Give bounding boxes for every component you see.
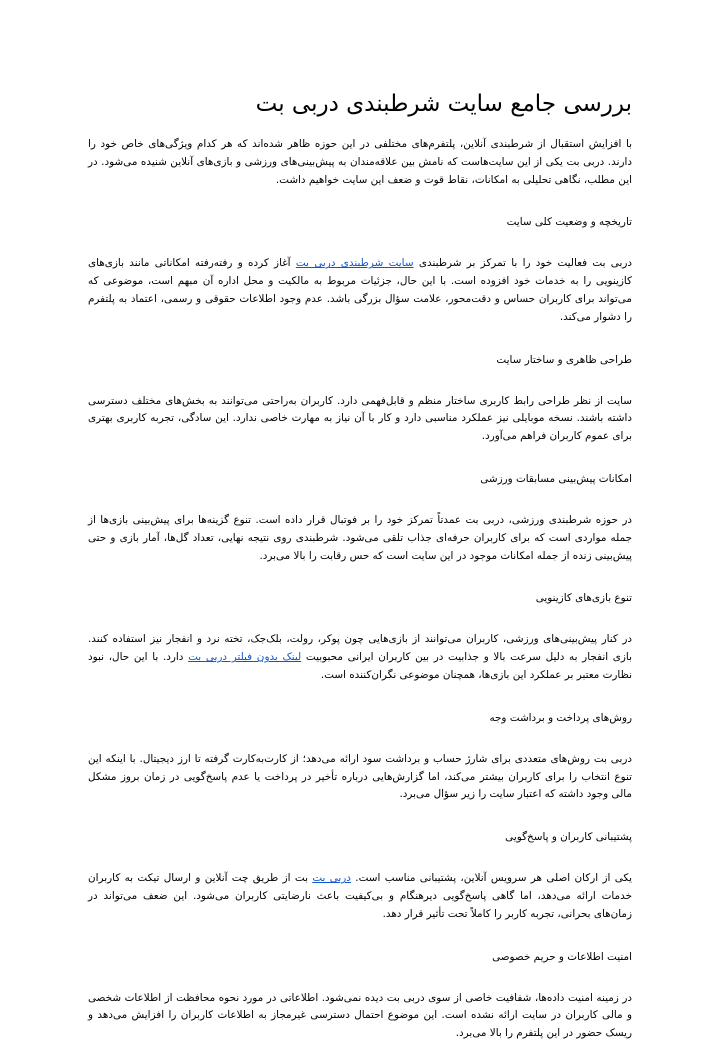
- section-body-design: سایت از نظر طراحی رابط کاربری ساختار منظم و قابل‌فهمی دارد. کاربران به‌راحتی می‌توانند به بخش‌های مختلف دسترسی داشته باشند. نسخه موبایلی نیز عملکرد مناسبی دارد و کار با آن نیاز به مهارت خاصی ندارد. این سادگی، تجربه کاربری بهتری برای عموم کاربران فراهم می‌آورد.: [88, 394, 632, 443]
- section-body-sports: در حوزه شرطبندی ورزشی، دربی بت عمدتاً تمرکز خود را بر فوتبال قرار داده است. تنوع گزینه‌ها برای پیش‌بینی بازی‌ها از جمله مواردی است که برای کاربران حرفه‌ای جذاب تلقی می‌شود. شرطبندی روی نتیجه نهایی، تعداد گل‌ها، آمار بازی و حتی پیش‌بینی زنده از جمله امکانات موجود در این سایت است که حس رقابت را بالا می‌برد.: [88, 513, 632, 562]
- section-heading-sports: امکانات پیش‌بینی مسابقات ورزشی: [480, 472, 632, 485]
- site-link[interactable]: سایت شرطبندی دربی بت: [295, 257, 414, 270]
- support-text-start: یکی از ارکان اصلی هر سرویس آنلاین، پشتیبانی مناسب است.: [350, 872, 632, 885]
- derbybet-link[interactable]: دربی بت: [312, 872, 351, 885]
- section-body-support: [88, 870, 632, 923]
- section-heading-payments: روش‌های پرداخت و برداشت وجه: [489, 711, 632, 724]
- section-heading-casino: تنوع بازی‌های کازینویی: [535, 592, 632, 605]
- section-heading-security: امنیت اطلاعات و حریم خصوصی: [492, 950, 632, 963]
- casino-text-end: دارد. با این حال، نبود نظارت معتبر بر عملکرد این بازی‌ها، همچنان موضوعی نگران‌کننده است.: [88, 651, 632, 681]
- section-body-security: در زمینه امنیت داده‌ها، شفافیت خاصی از سوی دربی بت دیده نمی‌شود. اطلاعاتی در مورد نحوه محافظت از اطلاعات شخصی و مالی کاربران در سایت ارائه نشده است. این موضوع احتمال دسترسی غیرمجاز به اطلاعات کاربران را افزایش می‌دهد و ریسک حضور در این پلتفرم را بالا می‌برد.: [88, 991, 632, 1040]
- section-heading-support: پشتیبانی کاربران و پاسخ‌گویی: [505, 831, 632, 844]
- section-body-history: [88, 255, 632, 326]
- history-text-end: آغاز کرده و رفته‌رفته امکاناتی مانند بازی‌های کازینویی را به خدمات خود افزوده است. با این حال، جزئیات مربوط به مالکیت و محل اداره آن مبهم است، موضوعی که می‌تواند برای کاربران حساس و دقت‌محور، علامت سؤال بزرگی باشد. عدم وجود اطلاعات حقوقی و رسمی، اعتماد به پلتفرم را دشوار می‌کند.: [88, 257, 632, 323]
- history-text-start: دربی بت فعالیت خود را با تمرکز بر شرطبندی: [413, 257, 632, 270]
- support-text-end: بت از طریق چت آنلاین و ارسال تیکت به کاربران خدمات ارائه می‌دهد، اما گاهی پاسخ‌گویی دیرهنگام و بی‌کیفیت باعث نارضایتی کاربران می‌شود. این ضعف می‌تواند در زمان‌های بحرانی، تجربه کاربر را کاملاً تحت تأثیر قرار دهد.: [88, 872, 632, 920]
- page-title: بررسی جامع سایت شرطبندی دربی بت: [255, 91, 632, 117]
- intro-paragraph: با افزایش استقبال از شرطبندی آنلاین، پلتفرم‌های مختلفی در این حوزه ظاهر شده‌اند که هر کدام ویژگی‌های خاص خود را دارند. دربی بت یکی از این سایت‌هاست که نامش بین علاقه‌مندان به پیش‌بینی‌های ورزشی و بازی‌های آنلاین شنیده می‌شود. در این مطلب، نگاهی تحلیلی به امکانات، نقاط قوت و ضعف این سایت خواهیم داشت.: [88, 138, 632, 186]
- section-heading-history: تاریخچه و وضعیت کلی سایت: [506, 216, 632, 229]
- section-body-payments: دربی بت روش‌های متعددی برای شارژ حساب و برداشت سود ارائه می‌دهد؛ از کارت‌به‌کارت گرفته تا ارز دیجیتال. با اینکه این تنوع انتخاب را برای کاربران بیشتر می‌کند، اما گزارش‌هایی درباره تأخیر در پرداخت یا عدم پاسخ‌گویی در زمان بروز مشکل مالی وجود داشته که اعتبار سایت را زیر سؤال می‌برد.: [88, 752, 632, 801]
- section-heading-design: طراحی ظاهری و ساختار سایت: [496, 353, 632, 366]
- casino-text-start: در کنار پیش‌بینی‌های ورزشی، کاربران می‌توانند از بازی‌هایی چون پوکر، رولت، بلک‌جک، تخته نرد و انفجار نیز استفاده کنند. بازی انفجار به دلیل سرعت بالا و جذابیت در بین کاربران ایرانی محبوبیت: [88, 633, 632, 664]
- section-body-casino: [88, 631, 632, 684]
- unfiltered-link[interactable]: لینک بدون فیلتر دربی بت: [188, 651, 302, 664]
